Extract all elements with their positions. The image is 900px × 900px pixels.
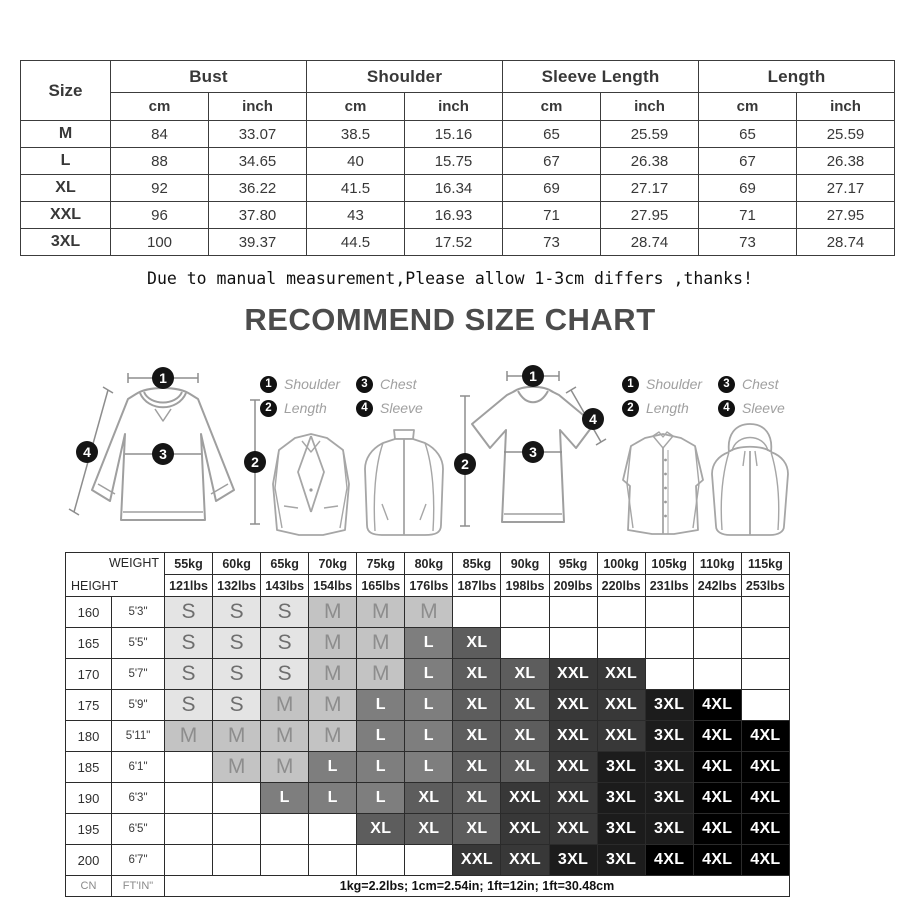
legend-number-badge: 1: [260, 376, 277, 393]
marker-4-sleeve: [76, 441, 98, 463]
spec-row-XXL: [21, 202, 895, 229]
legend-number-badge: 2: [622, 400, 639, 417]
size-cell-L: L: [357, 783, 405, 814]
legend-label: Chest: [380, 376, 417, 392]
size-cell-4XL: 4XL: [645, 845, 693, 876]
measure-group-header: Shoulder: [307, 61, 503, 93]
height-ftin-cell: 5'11": [112, 721, 165, 752]
measure-group-header: Sleeve Length: [503, 61, 699, 93]
size-cell-empty: [357, 845, 405, 876]
size-column-header: Size: [21, 61, 111, 121]
measurement-value: 73: [699, 229, 797, 256]
legend-item-chest: [356, 372, 442, 396]
size-cell-empty: [165, 814, 213, 845]
matrix-row-170: [66, 659, 790, 690]
marker-3-chest: [152, 443, 174, 465]
size-cell-3XL: 3XL: [645, 752, 693, 783]
size-cell-M: M: [309, 659, 357, 690]
height-cm-cell: 180: [66, 721, 112, 752]
weight-kg-header: 90kg: [501, 553, 549, 575]
cn-unit-label: CN: [66, 876, 112, 897]
measurement-value: 25.59: [601, 121, 699, 148]
size-cell-M: M: [261, 690, 309, 721]
measurement-value: 16.34: [405, 175, 503, 202]
measurement-value: 71: [699, 202, 797, 229]
size-cell-XL: XL: [453, 659, 501, 690]
size-cell-XXL: XXL: [549, 659, 597, 690]
weight-kg-header: 70kg: [309, 553, 357, 575]
size-cell-M: M: [213, 752, 261, 783]
size-cell-4XL: 4XL: [741, 814, 789, 845]
size-cell-XXL: XXL: [597, 721, 645, 752]
size-cell-S: S: [165, 597, 213, 628]
legend-number-badge: 3: [356, 376, 373, 393]
size-cell-4XL: 4XL: [693, 690, 741, 721]
matrix-row-190: [66, 783, 790, 814]
weight-kg-header: 115kg: [741, 553, 789, 575]
weight-height-corner-cell: [66, 553, 165, 597]
size-cell-L: L: [405, 752, 453, 783]
legend-number-badge: 2: [260, 400, 277, 417]
measurement-value: 73: [503, 229, 601, 256]
measurement-value: 69: [699, 175, 797, 202]
size-cell-S: S: [261, 628, 309, 659]
size-cell-XL: XL: [453, 814, 501, 845]
legend-number-badge: 4: [718, 400, 735, 417]
measurement-value: 69: [503, 175, 601, 202]
size-cell-L: L: [309, 752, 357, 783]
legend-number-badge: 3: [718, 376, 735, 393]
size-cell-XXL: XXL: [501, 783, 549, 814]
size-cell-S: S: [165, 659, 213, 690]
measurement-value: 27.95: [601, 202, 699, 229]
unit-header: inch: [797, 93, 895, 121]
size-cell-empty: [741, 690, 789, 721]
measurement-value: 44.5: [307, 229, 405, 256]
measurement-value: 65: [503, 121, 601, 148]
size-cell-empty: [549, 597, 597, 628]
marker-4-sleeve: [582, 408, 604, 430]
size-cell-S: S: [261, 597, 309, 628]
size-cell-4XL: 4XL: [693, 814, 741, 845]
measurement-value: 43: [307, 202, 405, 229]
size-label: 3XL: [21, 229, 111, 256]
legend-label: Sleeve: [742, 400, 785, 416]
measurement-value: 39.37: [209, 229, 307, 256]
size-cell-XXL: XXL: [549, 690, 597, 721]
marker-3-chest: [522, 441, 544, 463]
size-cell-XXL: XXL: [549, 783, 597, 814]
size-cell-empty: [741, 659, 789, 690]
measure-legend-right: [622, 372, 804, 420]
size-cell-M: M: [309, 597, 357, 628]
size-cell-empty: [261, 814, 309, 845]
size-cell-M: M: [357, 628, 405, 659]
marker-1-shoulder: [522, 365, 544, 387]
size-cell-L: L: [405, 628, 453, 659]
measurement-value: 88: [111, 148, 209, 175]
measurement-value: 25.59: [797, 121, 895, 148]
size-cell-empty: [645, 628, 693, 659]
height-ftin-cell: 5'3": [112, 597, 165, 628]
size-cell-empty: [645, 597, 693, 628]
spec-row-M: [21, 121, 895, 148]
size-cell-S: S: [261, 659, 309, 690]
blazer-illustration: [265, 428, 357, 540]
svg-text:1: 1: [159, 370, 167, 386]
size-cell-M: M: [357, 597, 405, 628]
size-cell-empty: [213, 845, 261, 876]
size-label: L: [21, 148, 111, 175]
weight-kg-header: 75kg: [357, 553, 405, 575]
measure-legend-left: [260, 372, 442, 420]
measurement-note: Due to manual measurement,Please allow 1-3cm differs ,thanks!: [147, 269, 753, 288]
size-cell-3XL: 3XL: [597, 814, 645, 845]
size-label: XL: [21, 175, 111, 202]
svg-text:4: 4: [589, 411, 597, 427]
legend-label: Sleeve: [380, 400, 423, 416]
size-cell-empty: [693, 597, 741, 628]
legend-number-badge: 1: [622, 376, 639, 393]
size-cell-XL: XL: [453, 690, 501, 721]
weight-lbs-header: 231lbs: [645, 575, 693, 597]
measurement-value: 26.38: [601, 148, 699, 175]
size-cell-M: M: [213, 721, 261, 752]
size-cell-XL: XL: [501, 721, 549, 752]
size-label: XXL: [21, 202, 111, 229]
spec-header-row: [21, 61, 895, 93]
legend-item-length: [260, 396, 356, 420]
height-cm-cell: 160: [66, 597, 112, 628]
size-cell-3XL: 3XL: [549, 845, 597, 876]
spec-row-L: [21, 148, 895, 175]
weight-lbs-header: 198lbs: [501, 575, 549, 597]
size-cell-empty: [165, 845, 213, 876]
size-diagram: [0, 358, 900, 550]
marker-2-length: [454, 453, 476, 475]
page-title: RECOMMEND SIZE CHART: [244, 302, 656, 337]
measurement-value: 96: [111, 202, 209, 229]
size-cell-4XL: 4XL: [741, 752, 789, 783]
unit-header: cm: [503, 93, 601, 121]
size-cell-3XL: 3XL: [645, 814, 693, 845]
spec-units-row: [21, 93, 895, 121]
measurement-value: 65: [699, 121, 797, 148]
weight-kg-header: 95kg: [549, 553, 597, 575]
size-cell-empty: [693, 628, 741, 659]
matrix-row-195: [66, 814, 790, 845]
measurement-value: 71: [503, 202, 601, 229]
size-cell-empty: [309, 814, 357, 845]
size-cell-S: S: [213, 659, 261, 690]
measurement-value: 40: [307, 148, 405, 175]
svg-text:4: 4: [83, 444, 91, 460]
size-cell-XL: XL: [405, 783, 453, 814]
size-cell-M: M: [261, 721, 309, 752]
size-cell-3XL: 3XL: [645, 690, 693, 721]
size-cell-L: L: [261, 783, 309, 814]
size-cell-XL: XL: [453, 752, 501, 783]
measurement-value: 15.75: [405, 148, 503, 175]
measure-group-header: Bust: [111, 61, 307, 93]
unit-header: cm: [111, 93, 209, 121]
weight-lbs-header: 132lbs: [213, 575, 261, 597]
height-cm-cell: 165: [66, 628, 112, 659]
height-ftin-cell: 5'9": [112, 690, 165, 721]
matrix-row-160: [66, 597, 790, 628]
size-cell-XL: XL: [501, 659, 549, 690]
size-cell-XL: XL: [453, 721, 501, 752]
legend-label: Shoulder: [646, 376, 703, 392]
size-cell-XXL: XXL: [549, 721, 597, 752]
size-cell-XL: XL: [501, 690, 549, 721]
size-cell-3XL: 3XL: [597, 783, 645, 814]
size-cell-XXL: XXL: [453, 845, 501, 876]
size-cell-3XL: 3XL: [645, 721, 693, 752]
height-cm-cell: 175: [66, 690, 112, 721]
weight-kg-header: 60kg: [213, 553, 261, 575]
measurement-value: 92: [111, 175, 209, 202]
measurement-value: 100: [111, 229, 209, 256]
size-cell-M: M: [165, 721, 213, 752]
height-cm-cell: 170: [66, 659, 112, 690]
size-cell-L: L: [405, 721, 453, 752]
size-cell-4XL: 4XL: [741, 783, 789, 814]
weight-lbs-header: 154lbs: [309, 575, 357, 597]
legend-item-shoulder: [260, 372, 356, 396]
legend-label: Length: [284, 400, 327, 416]
size-cell-XL: XL: [357, 814, 405, 845]
measurement-value: 84: [111, 121, 209, 148]
size-cell-XL: XL: [453, 783, 501, 814]
longsleeve-shirt-illustration: [58, 362, 268, 542]
size-cell-XXL: XXL: [501, 814, 549, 845]
matrix-row-180: [66, 721, 790, 752]
size-cell-empty: [309, 845, 357, 876]
size-cell-empty: [597, 597, 645, 628]
legend-item-chest: [718, 372, 804, 396]
size-cell-empty: [165, 752, 213, 783]
size-cell-L: L: [357, 690, 405, 721]
marker-1-shoulder: [152, 367, 174, 389]
unit-header: inch: [601, 93, 699, 121]
size-cell-empty: [741, 628, 789, 659]
size-cell-XXL: XXL: [549, 752, 597, 783]
ftin-unit-label: FT'IN": [112, 876, 165, 897]
weight-kg-header: 105kg: [645, 553, 693, 575]
height-ftin-cell: 6'7": [112, 845, 165, 876]
size-cell-XL: XL: [501, 752, 549, 783]
weight-lbs-header: 165lbs: [357, 575, 405, 597]
unit-header: cm: [307, 93, 405, 121]
height-cm-cell: 185: [66, 752, 112, 783]
size-cell-empty: [693, 659, 741, 690]
spec-row-3XL: [21, 229, 895, 256]
weight-kg-header: 65kg: [261, 553, 309, 575]
size-cell-4XL: 4XL: [693, 783, 741, 814]
size-cell-S: S: [165, 690, 213, 721]
weight-lbs-header: 209lbs: [549, 575, 597, 597]
size-cell-empty: [501, 597, 549, 628]
size-cell-S: S: [213, 628, 261, 659]
size-label: M: [21, 121, 111, 148]
svg-text:3: 3: [529, 444, 537, 460]
legend-item-shoulder: [622, 372, 718, 396]
legend-item-length: [622, 396, 718, 420]
spec-row-XL: [21, 175, 895, 202]
size-cell-M: M: [357, 659, 405, 690]
size-cell-M: M: [309, 721, 357, 752]
size-cell-S: S: [213, 690, 261, 721]
size-cell-empty: [405, 845, 453, 876]
svg-text:1: 1: [529, 368, 537, 384]
weight-kg-header: 110kg: [693, 553, 741, 575]
size-cell-empty: [165, 783, 213, 814]
size-cell-empty: [549, 628, 597, 659]
size-cell-XL: XL: [405, 814, 453, 845]
size-cell-M: M: [405, 597, 453, 628]
size-cell-empty: [213, 814, 261, 845]
matrix-lbs-row: [66, 575, 790, 597]
height-label: HEIGHT: [71, 579, 119, 593]
matrix-row-200: [66, 845, 790, 876]
height-cm-cell: 190: [66, 783, 112, 814]
size-cell-M: M: [309, 690, 357, 721]
legend-label: Length: [646, 400, 689, 416]
measurement-value: 36.22: [209, 175, 307, 202]
size-cell-empty: [741, 597, 789, 628]
size-cell-4XL: 4XL: [741, 721, 789, 752]
measurement-value: 38.5: [307, 121, 405, 148]
unit-header: inch: [405, 93, 503, 121]
size-cell-3XL: 3XL: [645, 783, 693, 814]
size-cell-4XL: 4XL: [693, 721, 741, 752]
measurement-value: 67: [699, 148, 797, 175]
matrix-row-185: [66, 752, 790, 783]
weight-kg-header: 55kg: [165, 553, 213, 575]
height-ftin-cell: 6'3": [112, 783, 165, 814]
unit-header: inch: [209, 93, 307, 121]
measurement-value: 28.74: [601, 229, 699, 256]
measurement-value: 37.80: [209, 202, 307, 229]
svg-text:2: 2: [251, 454, 259, 470]
legend-item-sleeve: [356, 396, 442, 420]
weight-kg-header: 100kg: [597, 553, 645, 575]
size-cell-S: S: [213, 597, 261, 628]
measurement-value: 16.93: [405, 202, 503, 229]
weight-lbs-header: 220lbs: [597, 575, 645, 597]
size-cell-4XL: 4XL: [693, 752, 741, 783]
height-ftin-cell: 5'7": [112, 659, 165, 690]
conversion-note: 1kg=2.2lbs; 1cm=2.54in; 1ft=12in; 1ft=30.48cm: [165, 876, 790, 897]
measurement-value: 27.17: [797, 175, 895, 202]
svg-text:3: 3: [159, 446, 167, 462]
size-cell-XL: XL: [453, 628, 501, 659]
size-cell-empty: [453, 597, 501, 628]
measurement-value: 28.74: [797, 229, 895, 256]
size-cell-M: M: [309, 628, 357, 659]
size-cell-XXL: XXL: [501, 845, 549, 876]
size-cell-empty: [501, 628, 549, 659]
button-shirt-illustration: [615, 428, 711, 540]
matrix-kg-row: [66, 553, 790, 575]
measurement-value: 67: [503, 148, 601, 175]
height-ftin-cell: 6'1": [112, 752, 165, 783]
matrix-row-175: [66, 690, 790, 721]
size-cell-M: M: [261, 752, 309, 783]
height-cm-cell: 200: [66, 845, 112, 876]
size-cell-L: L: [405, 690, 453, 721]
size-matrix-table: [65, 552, 790, 897]
tshirt-illustration: [438, 362, 628, 542]
hoodie-illustration: [702, 420, 798, 540]
weight-kg-header: 85kg: [453, 553, 501, 575]
measure-group-header: Length: [699, 61, 895, 93]
weight-label: WEIGHT: [109, 556, 159, 570]
measurement-value: 41.5: [307, 175, 405, 202]
svg-text:2: 2: [461, 456, 469, 472]
measurement-value: 15.16: [405, 121, 503, 148]
size-cell-XXL: XXL: [597, 659, 645, 690]
measurement-value: 27.17: [601, 175, 699, 202]
size-cell-3XL: 3XL: [597, 752, 645, 783]
measurement-value: 17.52: [405, 229, 503, 256]
weight-lbs-header: 253lbs: [741, 575, 789, 597]
size-cell-4XL: 4XL: [741, 845, 789, 876]
size-cell-S: S: [165, 628, 213, 659]
measurement-value: 27.95: [797, 202, 895, 229]
measurement-value: 34.65: [209, 148, 307, 175]
marker-2-length: [244, 451, 266, 473]
measurement-value: 33.07: [209, 121, 307, 148]
size-cell-empty: [645, 659, 693, 690]
legend-number-badge: 4: [356, 400, 373, 417]
size-cell-L: L: [357, 721, 405, 752]
weight-lbs-header: 143lbs: [261, 575, 309, 597]
size-cell-3XL: 3XL: [597, 845, 645, 876]
weight-lbs-header: 176lbs: [405, 575, 453, 597]
matrix-footer-row: [66, 876, 790, 897]
measurement-table: [20, 60, 895, 256]
measurement-value: 26.38: [797, 148, 895, 175]
size-cell-L: L: [405, 659, 453, 690]
weight-lbs-header: 242lbs: [693, 575, 741, 597]
legend-label: Chest: [742, 376, 779, 392]
legend-item-sleeve: [718, 396, 804, 420]
weight-lbs-header: 187lbs: [453, 575, 501, 597]
weight-kg-header: 80kg: [405, 553, 453, 575]
size-cell-empty: [597, 628, 645, 659]
size-cell-4XL: 4XL: [693, 845, 741, 876]
unit-header: cm: [699, 93, 797, 121]
legend-label: Shoulder: [284, 376, 341, 392]
size-cell-XXL: XXL: [549, 814, 597, 845]
size-cell-L: L: [309, 783, 357, 814]
matrix-row-165: [66, 628, 790, 659]
size-cell-XXL: XXL: [597, 690, 645, 721]
size-cell-L: L: [357, 752, 405, 783]
weight-lbs-header: 121lbs: [165, 575, 213, 597]
size-cell-empty: [261, 845, 309, 876]
height-ftin-cell: 6'5": [112, 814, 165, 845]
size-cell-empty: [213, 783, 261, 814]
height-cm-cell: 195: [66, 814, 112, 845]
height-ftin-cell: 5'5": [112, 628, 165, 659]
